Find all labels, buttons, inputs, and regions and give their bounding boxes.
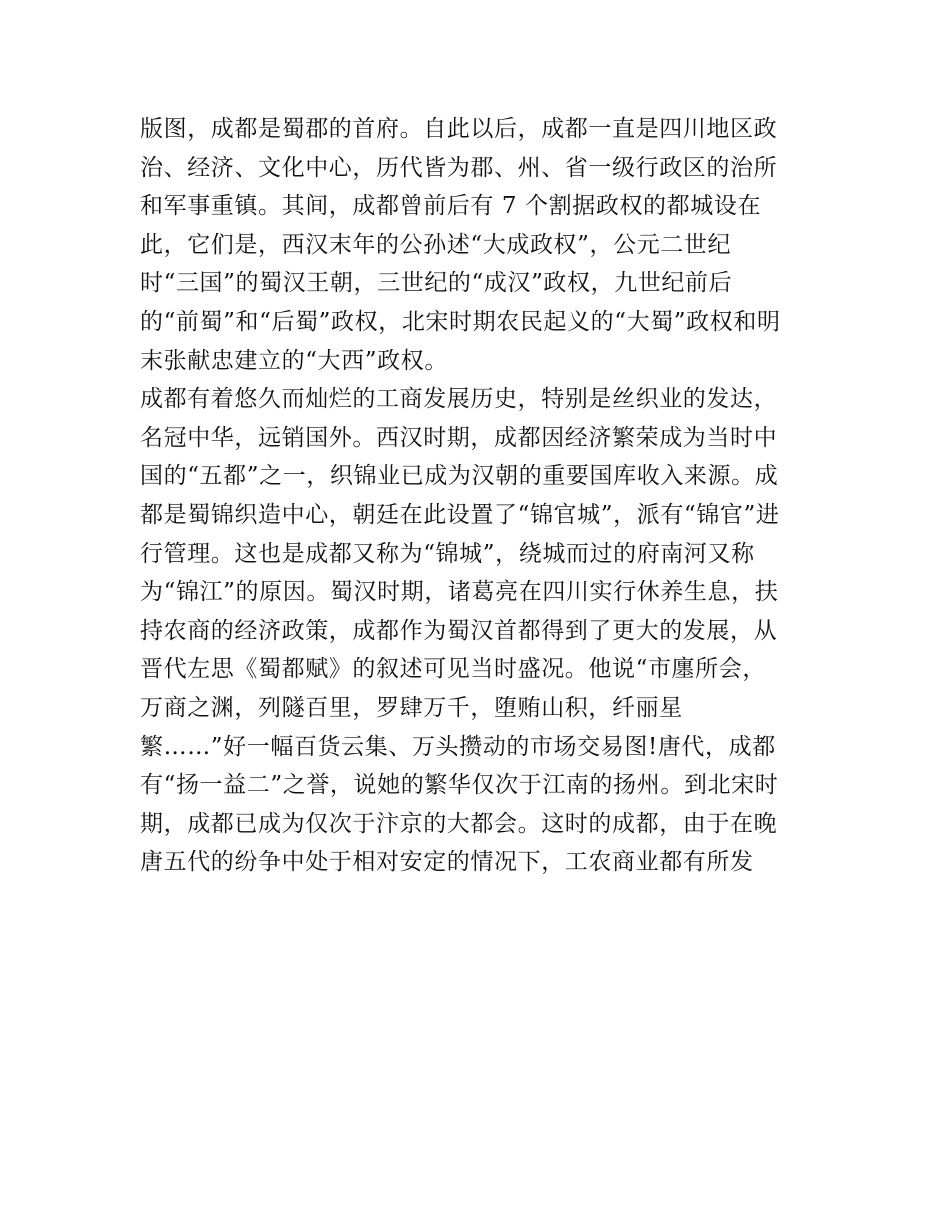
text-line: 晋代左思《蜀都赋》的叙述可见当时盛况。他说“市廛所会， [140, 656, 766, 683]
text-line: 万商之渊，列隧百里，罗肆万千，堕贿山积，纤丽星 [140, 694, 683, 721]
text-line: 期，成都已成为仅次于汴京的大都会。这时的成都，由于在晚 [140, 810, 778, 837]
text-line: 时“三国”的蜀汉王朝，三世纪的“成汉”政权，九世纪前后 [140, 270, 733, 297]
document-body [140, 110, 830, 882]
text-line: 此，它们是，西汉末年的公孙述“大成政权”，公元二世纪 [140, 231, 732, 258]
text-line: 名冠中华，远销国外。西汉时期，成都因经济繁荣成为当时中 [140, 424, 778, 451]
text-line: 的“前蜀”和“后蜀”政权，北宋时期农民起义的“大蜀”政权和明 [140, 308, 781, 335]
text-line: 为“锦江”的原因。蜀汉时期，诸葛亮在四川实行休养生息，扶 [140, 579, 779, 606]
text-line: 治、经济、文化中心，历代皆为郡、州、省一级行政区的治所 [140, 154, 778, 181]
text-line: 国的“五都”之一，织锦业已成为汉朝的重要国库收入来源。成 [140, 463, 779, 490]
text-line: 繁……”好一幅百货云集、万头攒动的市场交易图!唐代，成都 [140, 733, 776, 760]
text-line: 都是蜀锦织造中心，朝廷在此设置了“锦官城”，派有“锦官”进 [140, 501, 780, 528]
text-line: 末张献忠建立的“大西”政权。 [140, 347, 448, 374]
text-line: 行管理。这也是成都又称为“锦城”，绕城而过的府南河又称 [140, 540, 755, 567]
text-line: 有“扬一益二”之誉，说她的繁华仅次于江南的扬州。到北宋时 [140, 772, 779, 799]
text-line: 和军事重镇。其间，成都曾前后有 7 个割据政权的都城设在 [140, 193, 762, 220]
text-line: 持农商的经济政策，成都作为蜀汉首都得到了更大的发展，从 [140, 617, 778, 644]
text-line: 成都有着悠久而灿烂的工商发展历史，特别是丝织业的发达， [140, 386, 778, 413]
text-line: 版图，成都是蜀郡的首府。自此以后，成都一直是四川地区政 [140, 116, 778, 142]
text-line: 唐五代的纷争中处于相对安定的情况下，工农商业都有所发 [140, 849, 754, 876]
